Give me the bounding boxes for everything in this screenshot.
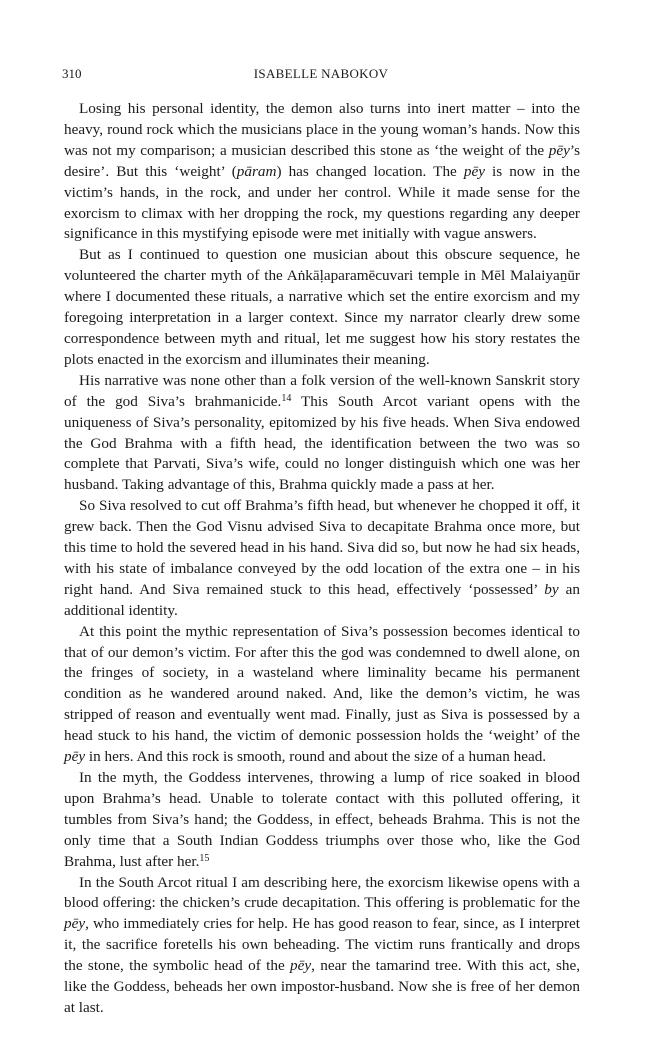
text-run: In the South Arcot ritual I am describing here, the exorcism likewise opens with a blood offering: the chicken’s crude decapitation. This offering is problematic for the: [64, 873, 580, 912]
text-run: So Siva resolved to cut off Brahma’s fifth head, but whenever he chopped it off, it grew back. Then the God Visnu advised Siva to decapitate Brahma once more, but this time to hold the severed head in his hand. Siva did so, but now he had six heads, with his state of imbalance conveyed by the odd location of the extra one – in his right hand. And Siva remained stuck to this head, effectively ‘possessed’: [64, 497, 580, 598]
text-run: In the myth, the Goddess intervenes, throwing a lump of rice soaked in blood upon Brahma’s head. Unable to tolerate contact with this polluted offering, it tumbles from Siva’s hand; the Goddess, in effect, beheads Brahma. This is not the only time that a South Indian Goddess triumphs over those who, like the God Brahma, lust after her.: [64, 769, 580, 870]
text-run: , who immediately cries for help. He has good reason to fear, since, as I interpret it, the sacrifice foretells his own beheading. The victim runs frantically and drops the stone, the symbolic head of the: [64, 915, 580, 975]
paragraph: [64, 768, 580, 873]
italic-term: pēy: [64, 915, 86, 933]
footnote-ref: 15: [199, 852, 210, 864]
text-run: ’s desire’. But this ‘weight’ (: [64, 141, 580, 180]
paragraph: [64, 371, 580, 496]
italic-term: pēy: [548, 141, 570, 159]
text-run: But as I continued to question one musician about this obscure sequence, he volunteered the charter myth of the Aṅkāḷaparamēcuvari temple in Mēl Malaiyaṉūr where I documented these rituals, a narrative which set the entire exorcism and my foregoing interpretation in a larger context. Since my narrator clearly drew some correspondence between myth and ritual, let me suggest how his story restates the plots enacted in the exorcism and illuminates their meaning.: [64, 246, 580, 368]
paragraph: [64, 622, 580, 768]
paragraph: [64, 873, 580, 1019]
body-text: [64, 99, 580, 1019]
paragraph: [64, 245, 580, 370]
page-number: 310: [62, 66, 82, 81]
text-run: in hers. And this rock is smooth, round and about the size of a human head.: [85, 748, 547, 766]
italic-term: pēy: [64, 748, 86, 766]
text-run: His narrative was none other than a folk version of the well-known Sanskrit story of the god Siva’s brahmanicide.: [64, 371, 580, 410]
text-run: Losing his personal identity, the demon also turns into inert matter – into the heavy, round rock which the musicians place in the young woman’s hands. Now this was not my comparison; a musician described this stone as ‘the weight of the: [64, 100, 580, 159]
italic-term: pāram: [236, 162, 277, 180]
text-run: At this point the mythic representation of Siva’s possession becomes identical to that of our demon’s victim. For after this the god was condemned to dwell alone, on the fringes of society, in a wasteland where liminality became his permanent condition as he wandered around naked. And, like the demon’s victim, he was stripped of reason and eventually went mad. Finally, just as Siva is possessed by a head stuck to his hand, the victim of demonic possession holds the ‘weight’ of the: [64, 622, 580, 745]
text-run: an additional identity.: [64, 580, 580, 619]
italic-term: by: [544, 580, 559, 598]
running-head: ISABELLE NABOKOV: [253, 66, 389, 81]
text-run: ) has changed location. The: [276, 162, 464, 180]
paragraph: [64, 99, 580, 245]
text-run: , near the tamarind tree. With this act, she, like the Goddess, beheads her own impostor-husband. Now she is free of her demon at last.: [64, 957, 580, 1016]
page-header: [62, 64, 580, 84]
italic-term: pēy: [290, 957, 312, 975]
paragraph: [64, 496, 580, 621]
footnote-ref: 14: [281, 392, 292, 404]
text-run: This South Arcot variant opens with the uniqueness of Siva’s personality, epitomized by his five heads. When Siva endowed the God Brahma with a fifth head, the identification between the two was so complete that Parvati, Siva’s wife, could no longer distinguish which one was her husband. Taking advantage of this, Brahma quickly made a pass at her.: [64, 392, 580, 494]
italic-term: pēy: [463, 162, 485, 180]
text-run: is now in the victim’s hands, in the rock, and under her control. While it made sense for the exorcism to climax with her dropping the rock, my questions regarding any deeper significance in this mystifying episode were met initially with vague answers.: [64, 162, 580, 243]
